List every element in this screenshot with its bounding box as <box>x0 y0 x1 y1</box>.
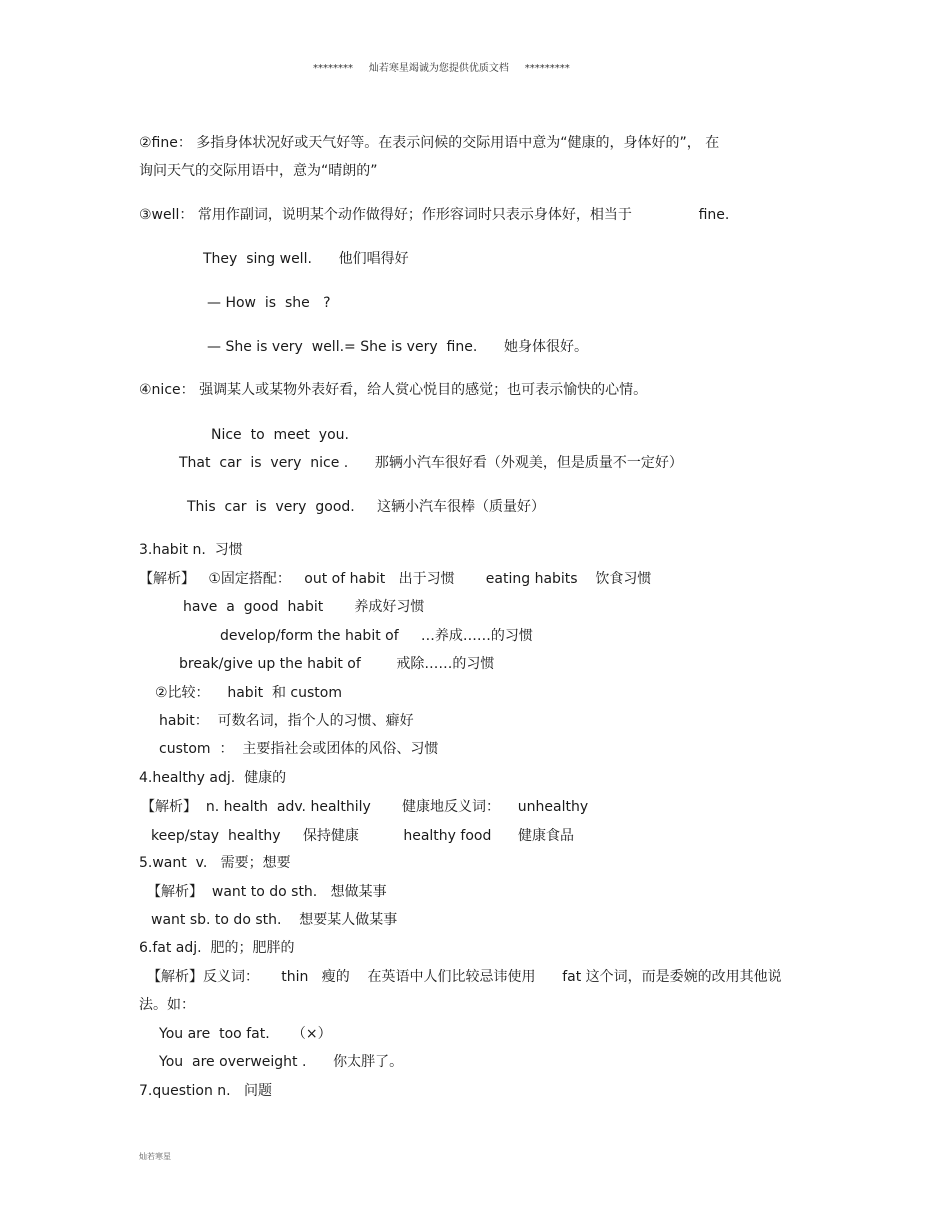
example-sentence: That car is very nice . 那辆小汽车很好看（外观美，但是质量不一定好） <box>179 455 683 471</box>
vocab-heading: 3.habit n. 习惯 <box>139 542 243 558</box>
example-sentence: — She is very well.= She is very fine. 她身体很好。 <box>207 339 588 355</box>
page-footer: 灿若寒星 <box>139 1152 171 1161</box>
text-line: ②fine： 多指身体状况好或天气好等。在表示问候的交际用语中意为“健康的，身体好的”， 在 <box>139 135 720 151</box>
analysis-line: 【解析】 want to do sth. 想做某事 <box>147 884 387 900</box>
comparison-line: ②比较： habit 和 custom <box>155 685 342 701</box>
analysis-line: 【解析】反义词： thin 瘦的 在英语中人们比较忌讳使用 fat 这个词，而是委婉的改用其他说 <box>147 969 782 985</box>
phrase-line: develop/form the habit of …养成……的习惯 <box>220 628 533 644</box>
text-line: ④nice： 强调某人或某物外表好看，给人赏心悦目的感觉；也可表示愉快的心情。 <box>139 382 648 398</box>
vocab-heading: 5.want v. 需要；想要 <box>139 855 291 871</box>
example-sentence: You are overweight . 你太胖了。 <box>159 1054 404 1070</box>
page-header: ******** 灿若寒星竭诚为您提供优质文档 ********* <box>313 63 570 74</box>
text-line: 法。如： <box>139 997 195 1013</box>
example-sentence: This car is very good. 这辆小汽车很棒（质量好） <box>187 499 545 515</box>
vocab-heading: 4.healthy adj. 健康的 <box>139 770 287 786</box>
phrase-line: break/give up the habit of 戒除……的习惯 <box>179 656 495 672</box>
phrase-line: have a good habit 养成好习惯 <box>183 599 425 615</box>
example-sentence: They sing well. 他们唱得好 <box>203 251 409 267</box>
phrase-line: want sb. to do sth. 想要某人做某事 <box>151 912 398 928</box>
comparison-line: custom ： 主要指社会或团体的风俗、习惯 <box>159 741 439 757</box>
text-line: 询问天气的交际用语中，意为“晴朗的” <box>139 163 378 179</box>
analysis-line: 【解析】 n. health adv. healthily 健康地反义词： unhealthy <box>141 799 589 815</box>
text-line: ③well： 常用作副词，说明某个动作做得好；作形容词时只表示身体好，相当于 fine. <box>139 207 730 223</box>
vocab-heading: 6.fat adj. 肥的；肥胖的 <box>139 940 295 956</box>
example-sentence: You are too fat. （×） <box>159 1026 332 1042</box>
vocab-heading: 7.question n. 问题 <box>139 1083 272 1099</box>
comparison-line: habit： 可数名词，指个人的习惯、癖好 <box>159 713 414 729</box>
analysis-line: 【解析】 ①固定搭配： out of habit 出于习惯 eating habits 饮食习惯 <box>139 571 652 587</box>
phrase-line: keep/stay healthy 保持健康 healthy food 健康食品 <box>151 828 575 844</box>
example-sentence: Nice to meet you. <box>211 427 349 443</box>
example-sentence: — How is she ? <box>207 295 331 311</box>
